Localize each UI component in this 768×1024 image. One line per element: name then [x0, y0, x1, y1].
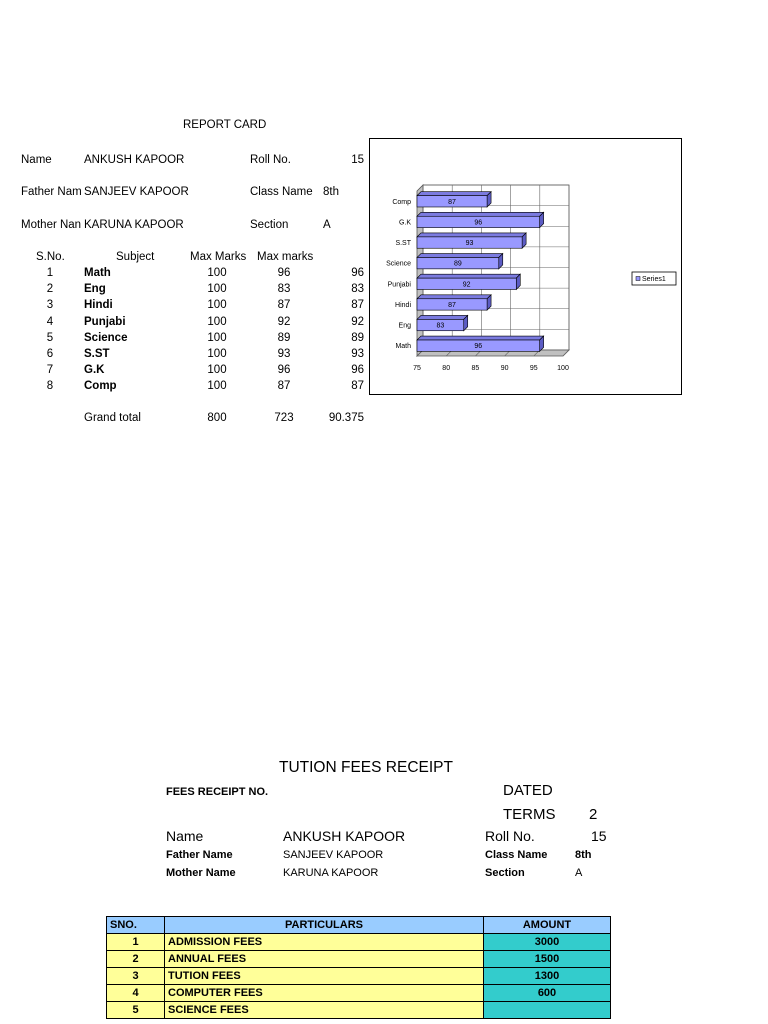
row-subject: Math [84, 267, 111, 279]
chart-x-tick-label: 95 [529, 365, 538, 372]
fees-roll-label: Roll No. [485, 828, 535, 844]
row-subject: S.ST [84, 348, 110, 360]
chart-category-label: Comp [392, 198, 411, 206]
fees-row-particular: SCIENCE FEES [165, 1002, 484, 1019]
chart-category-label: S.ST [395, 240, 411, 248]
fees-class-label: Class Name [485, 849, 548, 861]
mother-label: Mother Nan [21, 219, 82, 231]
mother-value: KARUNA KAPOOR [84, 219, 184, 231]
row-max-marks: 100 [207, 283, 227, 296]
obtained-marks-header: Max marks [257, 251, 314, 263]
row-sno: 2 [46, 283, 54, 296]
row-subject: Eng [84, 283, 106, 296]
fees-table [106, 916, 611, 1019]
dated-label: DATED [503, 782, 553, 799]
marks-chart [369, 138, 682, 395]
fees-row-particular: ANNUAL FEES [165, 951, 484, 968]
row-subject: Punjabi [84, 315, 126, 328]
chart-bar-value-label: 96 [474, 219, 483, 227]
fees-name-label: Name [166, 828, 204, 844]
chart-bar-top [417, 192, 491, 196]
fees-mother-label: Mother Name [166, 867, 236, 879]
max-marks-header: Max Marks [190, 251, 247, 263]
fees-row [107, 934, 611, 951]
chart-x-tick-label: 90 [500, 365, 509, 372]
row-max-marks: 100 [207, 380, 227, 393]
chart-bar-value-label: 96 [474, 343, 483, 351]
chart-bar-value-label: 89 [453, 260, 462, 268]
fees-row-sno: 2 [107, 951, 165, 968]
row-sno: 5 [46, 331, 54, 344]
row-obtained-marks: 83 [277, 283, 291, 296]
row-sno: 6 [46, 348, 54, 360]
row-sno: 4 [46, 315, 54, 328]
row-obtained-marks: 96 [277, 364, 291, 377]
row-percentage: 83 [351, 283, 364, 296]
chart-bar-top [417, 295, 491, 299]
fees-row-amount: 600 [484, 985, 611, 1002]
row-obtained-marks: 92 [277, 315, 291, 328]
row-max-marks: 100 [207, 364, 227, 377]
fees-father-value: SANJEEV KAPOOR [283, 849, 384, 861]
sno-header: S.No. [36, 251, 65, 263]
row-sno: 1 [46, 267, 54, 279]
chart-x-tick-label: 80 [442, 365, 451, 372]
chart-bar-value-label: 92 [462, 281, 471, 289]
fees-name-value: ANKUSH KAPOOR [283, 828, 406, 844]
chart-bar-top [417, 212, 544, 216]
chart-category-label: Science [386, 260, 411, 268]
row-percentage: 96 [351, 267, 364, 279]
row-sno: 8 [46, 380, 54, 393]
roll-value: 15 [351, 154, 364, 166]
row-max-marks: 100 [207, 299, 227, 312]
fees-title: TUTION FEES RECEIPT [279, 759, 453, 776]
row-max-marks: 100 [207, 331, 227, 344]
chart-bar-top [417, 315, 468, 319]
chart-x-tick-label: 85 [471, 365, 480, 372]
chart-legend-swatch [636, 277, 640, 281]
fees-roll-value: 15 [591, 828, 607, 844]
chart-category-label: G.K [398, 219, 411, 227]
fees-row-sno: 1 [107, 934, 165, 951]
row-obtained-marks: 96 [277, 267, 291, 279]
fees-particulars-header: PARTICULARS [165, 917, 484, 934]
row-obtained-marks: 93 [277, 348, 291, 360]
grand-total-percentage: 90.375 [328, 412, 364, 424]
fees-row-sno: 5 [107, 1002, 165, 1019]
row-subject: Hindi [84, 299, 113, 312]
class-label: Class Name [250, 186, 313, 198]
fees-mother-value: KARUNA KAPOOR [283, 867, 379, 879]
fees-table-header-row [107, 917, 611, 934]
chart-x-tick-label: 75 [413, 365, 421, 372]
name-label: Name [21, 154, 52, 166]
subject-header: Subject [116, 251, 155, 263]
chart-bar-value-label: 87 [448, 198, 456, 206]
receipt-no-label: FEES RECEIPT NO. [166, 786, 269, 798]
chart-bar-value-label: 87 [448, 301, 456, 309]
row-percentage: 96 [351, 364, 364, 377]
father-value: SANJEEV KAPOOR [84, 186, 189, 198]
terms-value: 2 [589, 806, 598, 823]
grand-total-max: 800 [207, 412, 227, 424]
fees-row-sno: 4 [107, 985, 165, 1002]
section-label: Section [250, 219, 289, 231]
row-max-marks: 100 [207, 315, 227, 328]
chart-legend-label: Series1 [642, 276, 666, 283]
chart-category-label: Punjabi [387, 281, 411, 289]
fees-row-particular: TUTION FEES [165, 968, 484, 985]
row-percentage: 87 [351, 380, 364, 393]
row-obtained-marks: 87 [277, 299, 291, 312]
fees-row [107, 1002, 611, 1019]
chart-bar-top [417, 254, 503, 258]
fees-section-label: Section [485, 867, 525, 879]
row-percentage: 89 [351, 331, 364, 344]
fees-row-particular: ADMISSION FEES [165, 934, 484, 951]
fees-amount-header: AMOUNT [484, 917, 611, 934]
fees-row-amount: 3000 [484, 934, 611, 951]
class-value: 8th [323, 186, 339, 198]
fees-row [107, 985, 611, 1002]
name-value: ANKUSH KAPOOR [84, 154, 185, 166]
row-subject: Science [84, 331, 128, 344]
father-label: Father Nam [21, 186, 82, 198]
row-obtained-marks: 87 [277, 380, 291, 393]
chart-bar-value-label: 93 [465, 240, 474, 248]
fees-row-amount: 1500 [484, 951, 611, 968]
roll-label: Roll No. [250, 154, 291, 166]
marks-chart-svg [370, 139, 681, 394]
fees-father-label: Father Name [166, 849, 233, 861]
fees-row [107, 951, 611, 968]
row-percentage: 93 [351, 348, 364, 360]
row-obtained-marks: 89 [277, 331, 291, 344]
fees-row-sno: 3 [107, 968, 165, 985]
fees-class-value: 8th [575, 849, 592, 861]
fees-row-particular: COMPUTER FEES [165, 985, 484, 1002]
row-subject: G.K [84, 364, 105, 377]
grand-total-label: Grand total [84, 412, 141, 424]
fees-row [107, 968, 611, 985]
row-percentage: 92 [351, 315, 364, 328]
chart-bar-top [417, 274, 520, 278]
row-max-marks: 100 [207, 267, 227, 279]
fees-sno-header: SNO. [107, 917, 165, 934]
row-percentage: 87 [351, 299, 364, 312]
fees-row-amount: 1300 [484, 968, 611, 985]
chart-bar-value-label: 83 [436, 322, 445, 330]
chart-category-label: Eng [398, 322, 411, 330]
chart-bar-top [417, 233, 526, 237]
row-sno: 3 [46, 299, 54, 312]
chart-x-tick-label: 100 [557, 365, 569, 372]
fees-section-value: A [575, 867, 583, 879]
row-max-marks: 100 [207, 348, 227, 360]
fees-row-amount [484, 1002, 611, 1019]
chart-category-label: Hindi [395, 301, 411, 309]
row-sno: 7 [46, 364, 54, 377]
chart-category-label: Math [395, 343, 411, 351]
report-title: REPORT CARD [183, 119, 267, 131]
chart-bar-top [417, 336, 544, 340]
terms-label: TERMS [503, 806, 556, 823]
section-value: A [323, 219, 331, 231]
row-subject: Comp [84, 380, 117, 393]
grand-total-obtained: 723 [274, 412, 294, 424]
